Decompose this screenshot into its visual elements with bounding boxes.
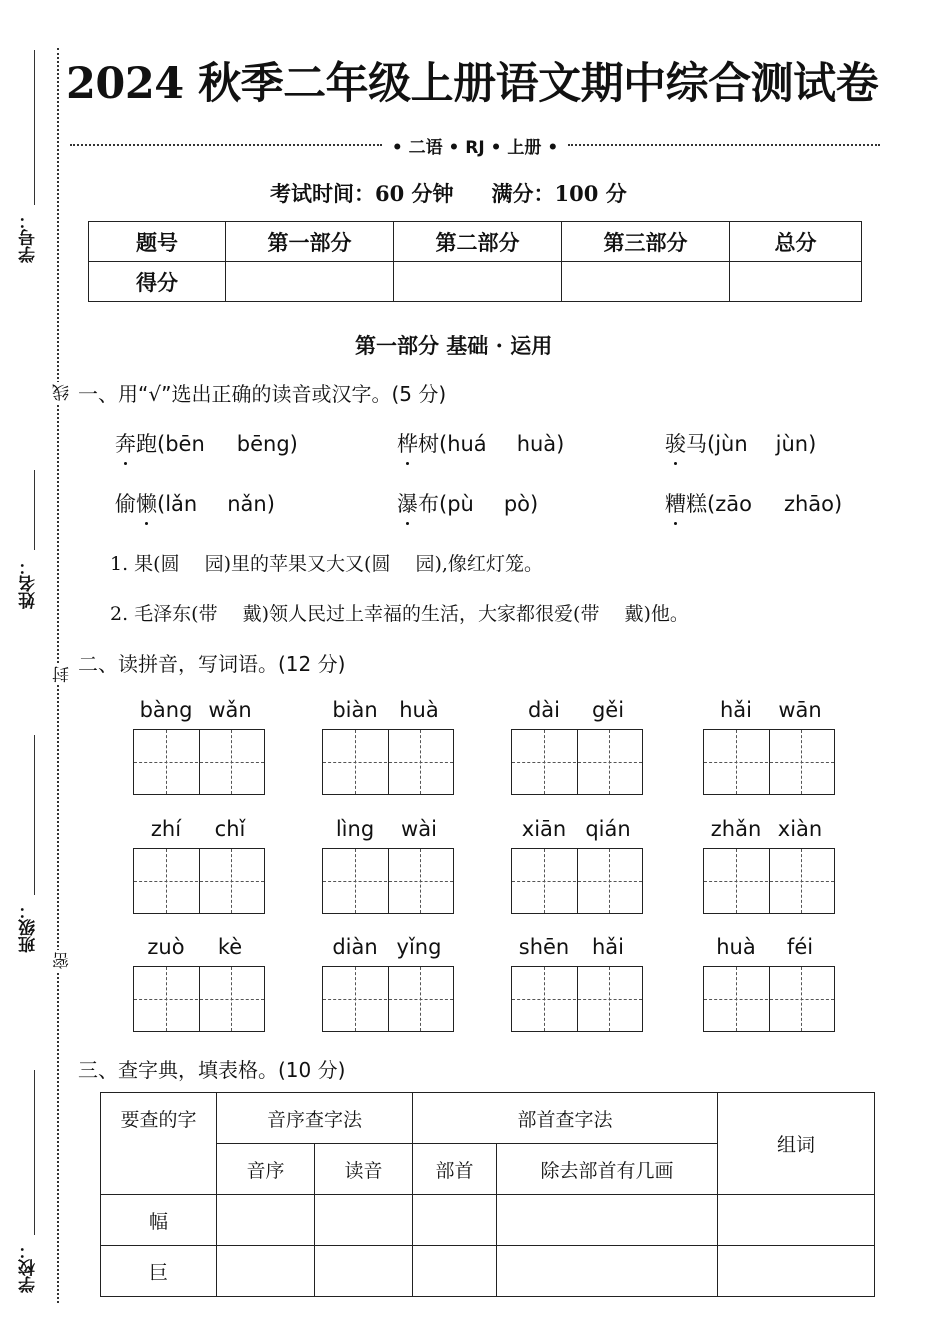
answer-cell[interactable] xyxy=(217,1246,315,1297)
writing-grid[interactable] xyxy=(133,729,265,795)
score-header-cell: 第一部分 xyxy=(226,222,394,262)
pinyin-syllable: xiān xyxy=(521,817,567,841)
writing-grid[interactable] xyxy=(133,848,265,914)
table-row xyxy=(101,1195,875,1246)
writing-grid[interactable] xyxy=(511,729,643,795)
pinyin-option[interactable]: 树(huá xyxy=(418,432,487,456)
grid-guide-line xyxy=(134,762,264,763)
pinyin-syllable: kè xyxy=(217,935,243,959)
pinyin-syllable: wān xyxy=(778,698,822,722)
writing-grid[interactable] xyxy=(322,729,454,795)
header-radical: 部首 xyxy=(413,1144,497,1195)
lookup-char: 幅 xyxy=(101,1195,217,1246)
table-row xyxy=(101,1246,875,1297)
score-table xyxy=(88,221,862,302)
lookup-char: 巨 xyxy=(101,1246,217,1297)
pinyin-option[interactable]: zhāo) xyxy=(783,492,843,516)
part-heading: 第一部分 基础 · 运用 xyxy=(355,333,553,358)
score-row-label: 得分 xyxy=(89,262,226,302)
q1-pronunciation-pair xyxy=(665,488,842,518)
grid-guide-line xyxy=(704,762,834,763)
score-table-row xyxy=(89,262,862,302)
full-score: 满分：100 分 xyxy=(491,181,627,206)
writing-grid[interactable] xyxy=(322,848,454,914)
class-label: 班级： xyxy=(19,902,39,953)
answer-cell[interactable] xyxy=(497,1246,718,1297)
q1-pronunciation-pair xyxy=(115,488,275,518)
cut-word-line: 线 xyxy=(50,382,75,403)
score-header-cell: 第二部分 xyxy=(394,222,562,262)
writing-grid[interactable] xyxy=(703,729,835,795)
pinyin-syllable: gěi xyxy=(591,698,625,722)
grid-guide-line xyxy=(323,881,453,882)
pinyin-syllable: huà xyxy=(716,935,756,959)
grid-guide-line xyxy=(704,999,834,1000)
name-underline xyxy=(34,470,35,550)
answer-cell[interactable] xyxy=(497,1195,718,1246)
header-compose: 组词 xyxy=(718,1093,875,1195)
pinyin-syllable: biàn xyxy=(332,698,378,722)
cut-word-secret: 密 xyxy=(50,950,75,971)
pinyin-syllable: hǎi xyxy=(719,698,753,722)
pinyin-option[interactable]: 糕(zāo xyxy=(686,492,752,516)
pinyin-syllable: wǎn xyxy=(208,698,252,722)
q1-sentence: 2. 毛泽东(带 戴)领人民过上幸福的生活，大家都很爱(带 戴)他。 xyxy=(110,603,689,625)
header-sound-method: 音序查字法 xyxy=(217,1093,413,1144)
pinyin-syllable: féi xyxy=(786,935,814,959)
pinyin-option[interactable]: 布(pù xyxy=(418,492,474,516)
answer-cell[interactable] xyxy=(413,1195,497,1246)
exam-info xyxy=(270,178,627,208)
answer-cell[interactable] xyxy=(217,1195,315,1246)
pinyin-syllable: zhǎn xyxy=(710,817,762,841)
grid-guide-line xyxy=(323,762,453,763)
pinyin-syllable: yǐng xyxy=(396,935,442,959)
exam-time: 考试时间：60 分钟 xyxy=(270,181,454,206)
pinyin-option[interactable]: huà) xyxy=(516,432,565,456)
school-label: 学校： xyxy=(19,1242,39,1293)
grid-guide-line xyxy=(134,999,264,1000)
pinyin-syllable: huà xyxy=(399,698,439,722)
grid-guide-line xyxy=(704,881,834,882)
pinyin-syllable: xiàn xyxy=(777,817,823,841)
grid-guide-line xyxy=(512,881,642,882)
page-title: 2024 秋季二年级上册语文期中综合测试卷 xyxy=(66,59,879,109)
grid-guide-line xyxy=(134,881,264,882)
pinyin-option[interactable]: 跑(bēn xyxy=(136,432,205,456)
subtitle-dots-left xyxy=(70,144,382,146)
writing-grid[interactable] xyxy=(511,966,643,1032)
score-table-header-row xyxy=(89,222,862,262)
name-label: 姓名： xyxy=(19,558,39,609)
pinyin-syllable: diàn xyxy=(332,935,378,959)
score-cell[interactable] xyxy=(394,262,562,302)
dotted-char: 瀑 xyxy=(397,488,418,518)
pinyin-syllable: wài xyxy=(401,817,437,841)
pinyin-syllable: lìng xyxy=(335,817,375,841)
score-cell[interactable] xyxy=(226,262,394,302)
q1-pronunciation-pair xyxy=(397,428,564,458)
q1-pronunciation-pair xyxy=(115,428,298,458)
dotted-char: 骏 xyxy=(665,428,686,458)
q2-title: 二、读拼音，写词语。(12 分) xyxy=(78,652,346,676)
answer-cell[interactable] xyxy=(315,1195,413,1246)
score-header-cell: 题号 xyxy=(89,222,226,262)
pinyin-syllable: dài xyxy=(527,698,561,722)
answer-cell[interactable] xyxy=(315,1246,413,1297)
q1-pronunciation-pair xyxy=(665,428,816,458)
school-underline xyxy=(34,1070,35,1235)
writing-grid[interactable] xyxy=(511,848,643,914)
score-header-cell: 第三部分 xyxy=(562,222,730,262)
subtitle-row xyxy=(70,130,880,160)
pinyin-syllable: shēn xyxy=(518,935,570,959)
pinyin-syllable: zhí xyxy=(150,817,182,841)
pinyin-option[interactable]: pò) xyxy=(503,492,539,516)
pinyin-syllable: chǐ xyxy=(214,817,246,841)
grid-guide-line xyxy=(323,999,453,1000)
answer-cell[interactable] xyxy=(413,1246,497,1297)
q1-sentence: 1. 果(圆 园)里的苹果又大又(圆 园),像红灯笼。 xyxy=(110,553,543,575)
header-char: 要查的字 xyxy=(101,1093,217,1195)
pinyin-syllable: zuò xyxy=(147,935,185,959)
pinyin-option[interactable]: bēng) xyxy=(236,432,298,456)
pinyin-option[interactable]: 马(jùn xyxy=(686,432,748,456)
class-underline xyxy=(34,735,35,895)
q1-title: 一、用“√”选出正确的读音或汉字。(5 分) xyxy=(78,382,447,406)
score-cell[interactable] xyxy=(562,262,730,302)
dotted-char: 桦 xyxy=(397,428,418,458)
subtitle-dots-right xyxy=(568,144,880,146)
grid-guide-line xyxy=(512,762,642,763)
writing-grid[interactable] xyxy=(703,966,835,1032)
word-char: 偷 xyxy=(115,492,136,516)
writing-grid[interactable] xyxy=(133,966,265,1032)
header-reading: 读音 xyxy=(315,1144,413,1195)
pinyin-option[interactable]: (lǎn xyxy=(157,492,198,516)
dotted-char: 奔 xyxy=(115,428,136,458)
score-header-cell: 总分 xyxy=(730,222,862,262)
header-strokes: 除去部首有几画 xyxy=(497,1144,718,1195)
pinyin-syllable: bàng xyxy=(139,698,193,722)
pinyin-option[interactable]: jùn) xyxy=(775,432,817,456)
dictionary-table xyxy=(100,1092,875,1297)
pinyin-option[interactable]: nǎn) xyxy=(227,492,275,516)
writing-grid[interactable] xyxy=(322,966,454,1032)
header-radical-method: 部首查字法 xyxy=(413,1093,718,1144)
score-cell[interactable] xyxy=(730,262,862,302)
answer-cell[interactable] xyxy=(718,1195,875,1246)
pinyin-syllable: hǎi xyxy=(591,935,625,959)
subtitle: • 二语 • RJ • 上册 • xyxy=(391,137,559,158)
student-no-underline xyxy=(34,50,35,205)
answer-cell[interactable] xyxy=(718,1246,875,1297)
grid-guide-line xyxy=(512,999,642,1000)
pinyin-syllable: qián xyxy=(585,817,631,841)
header-sound-order: 音序 xyxy=(217,1144,315,1195)
student-no-label: 学号： xyxy=(19,212,39,263)
dotted-char: 糟 xyxy=(665,488,686,518)
cut-word-seal: 封 xyxy=(50,664,75,685)
q1-pronunciation-pair xyxy=(397,488,538,518)
q3-title: 三、查字典，填表格。(10 分) xyxy=(78,1058,346,1082)
dotted-char: 懒 xyxy=(136,488,157,518)
writing-grid[interactable] xyxy=(703,848,835,914)
